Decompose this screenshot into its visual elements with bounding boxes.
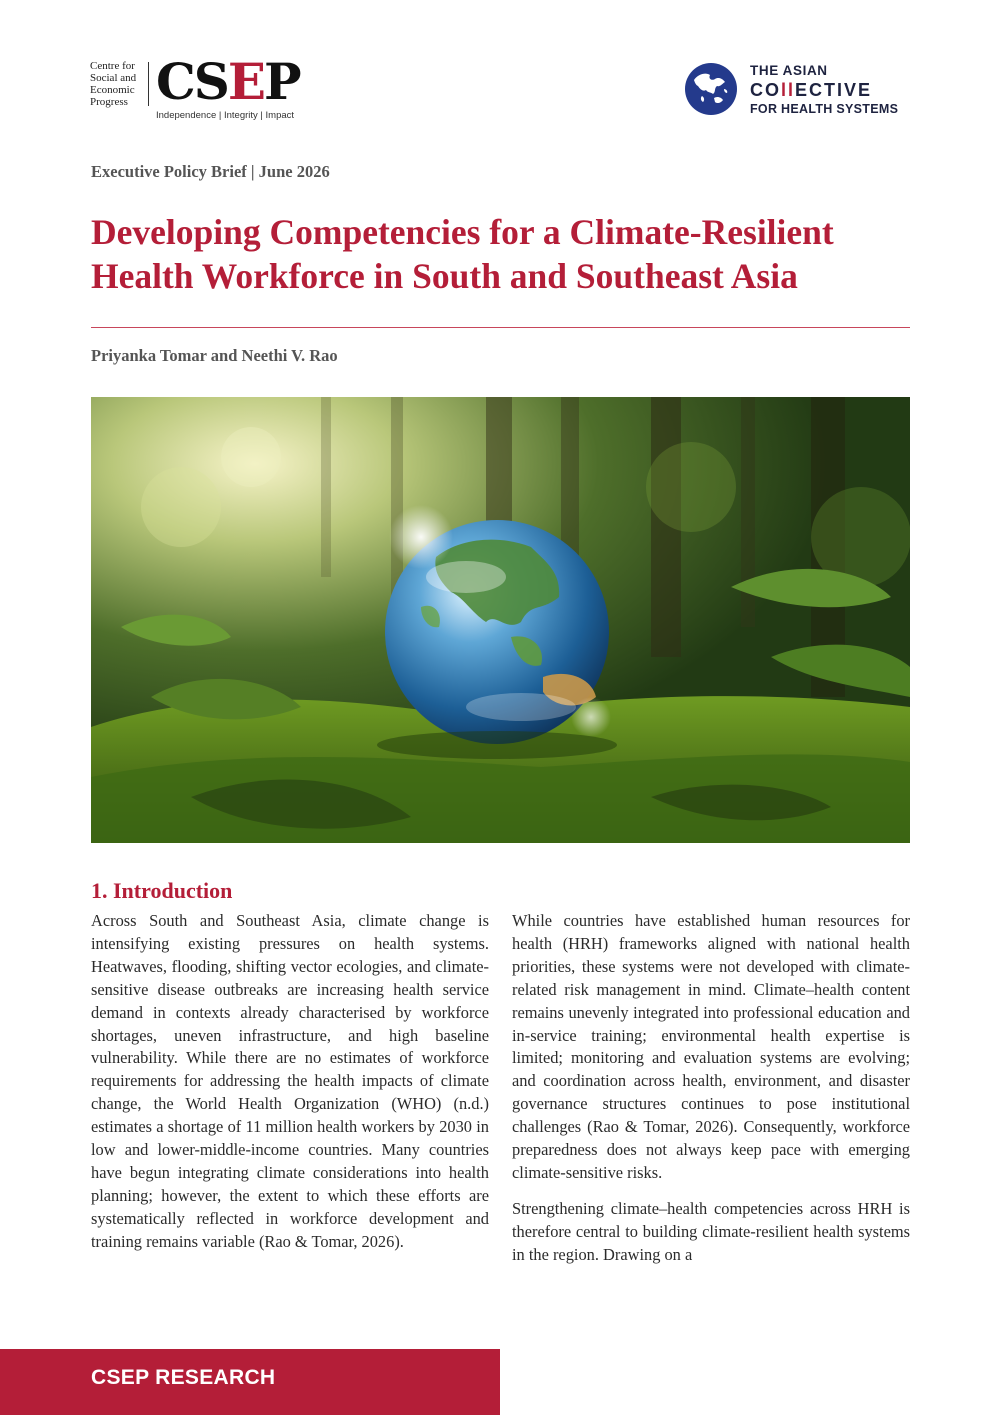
asian-collective-line1: THE ASIAN	[750, 63, 828, 78]
section-heading: 1. Introduction	[91, 878, 233, 903]
asian-collective-line2-start: CO	[750, 80, 781, 100]
asian-collective-line2-accent: ll	[781, 80, 796, 100]
asian-collective-wordmark	[750, 63, 898, 117]
authors: Priyanka Tomar and Neethi V. Rao	[91, 346, 338, 365]
title-divider	[91, 327, 910, 328]
csep-wordmark	[156, 54, 300, 110]
csep-tagline-line: Economic	[90, 84, 135, 96]
body-paragraph: Across South and Southeast Asia, climate change is intensifying existing pressures on health systems. Heatwaves, flooding, shifting vector ecologies, and climate-sensitive disease outbreaks are increasing health service demand in contexts already characterised by workforce shortages, uneven infrastructure, and high baseline vulnerability. While there are no estimates of workforce requirements for addressing the health impacts of climate change, the World Health Organization (WHO) (n.d.) estimates a shortage of 11 million health workers by 2030 in low and lower-middle-income countries. Many countries have begun integrating climate considerations into health planning; however, the extent to which these efforts are systematically reflected in workforce development and training remains variable (Rao & Tomar, 2026).	[91, 911, 489, 1251]
asian-collective-line3: FOR HEALTH SYSTEMS	[750, 102, 899, 116]
csep-tagline-line: Progress	[90, 96, 128, 108]
body-column-right	[512, 910, 910, 1280]
globe-logo-icon	[684, 62, 738, 116]
csep-divider	[148, 62, 149, 106]
globe-in-forest-image	[91, 397, 910, 843]
csep-tagline	[90, 60, 146, 108]
page-title	[91, 210, 921, 298]
footer-banner	[0, 1349, 500, 1415]
hero-image	[91, 397, 910, 843]
page-title-line: Health Workforce in South and Southeast Asia	[91, 256, 798, 296]
asian-collective-logo	[684, 62, 924, 120]
csep-tagline-line: Social and	[90, 72, 137, 84]
series-label: Executive Policy Brief | June 2026	[91, 162, 330, 181]
body-paragraph: Strengthening climate–health competencies across HRH is therefore central to building climate-resilient health systems in the region. Drawing on a	[512, 1198, 910, 1264]
body-column-left	[91, 910, 489, 1267]
csep-motto: Independence | Integrity | Impact	[156, 110, 295, 121]
body-paragraph: While countries have established human resources for health (HRH) frameworks aligned with national health priorities, these systems were not developed with climate-related risk management in mind. Climate–health content remains unevenly integrated into professional education and in-service training; environmental health expertise is limited; monitoring and evaluation systems are evolving; and coordination across health, environment, and disaster governance structures continues to pose institutional challenges (Rao & Tomar, 2026). Consequently, workforce preparedness does not always keep pace with emerging climate-sensitive risks.	[512, 911, 910, 1182]
csep-tagline-line: Centre for	[90, 60, 135, 72]
asian-collective-line2	[750, 79, 898, 101]
page-title-line: Developing Competencies for a Climate-Resilient	[91, 212, 834, 252]
csep-wordmark-p: P	[264, 52, 300, 111]
asian-collective-line2-end: ECTIVE	[795, 80, 873, 100]
csep-logo	[90, 52, 310, 122]
footer-label: CSEP RESEARCH	[91, 1366, 276, 1389]
csep-wordmark-e: E	[227, 52, 265, 111]
csep-wordmark-cs: CS	[156, 52, 228, 111]
